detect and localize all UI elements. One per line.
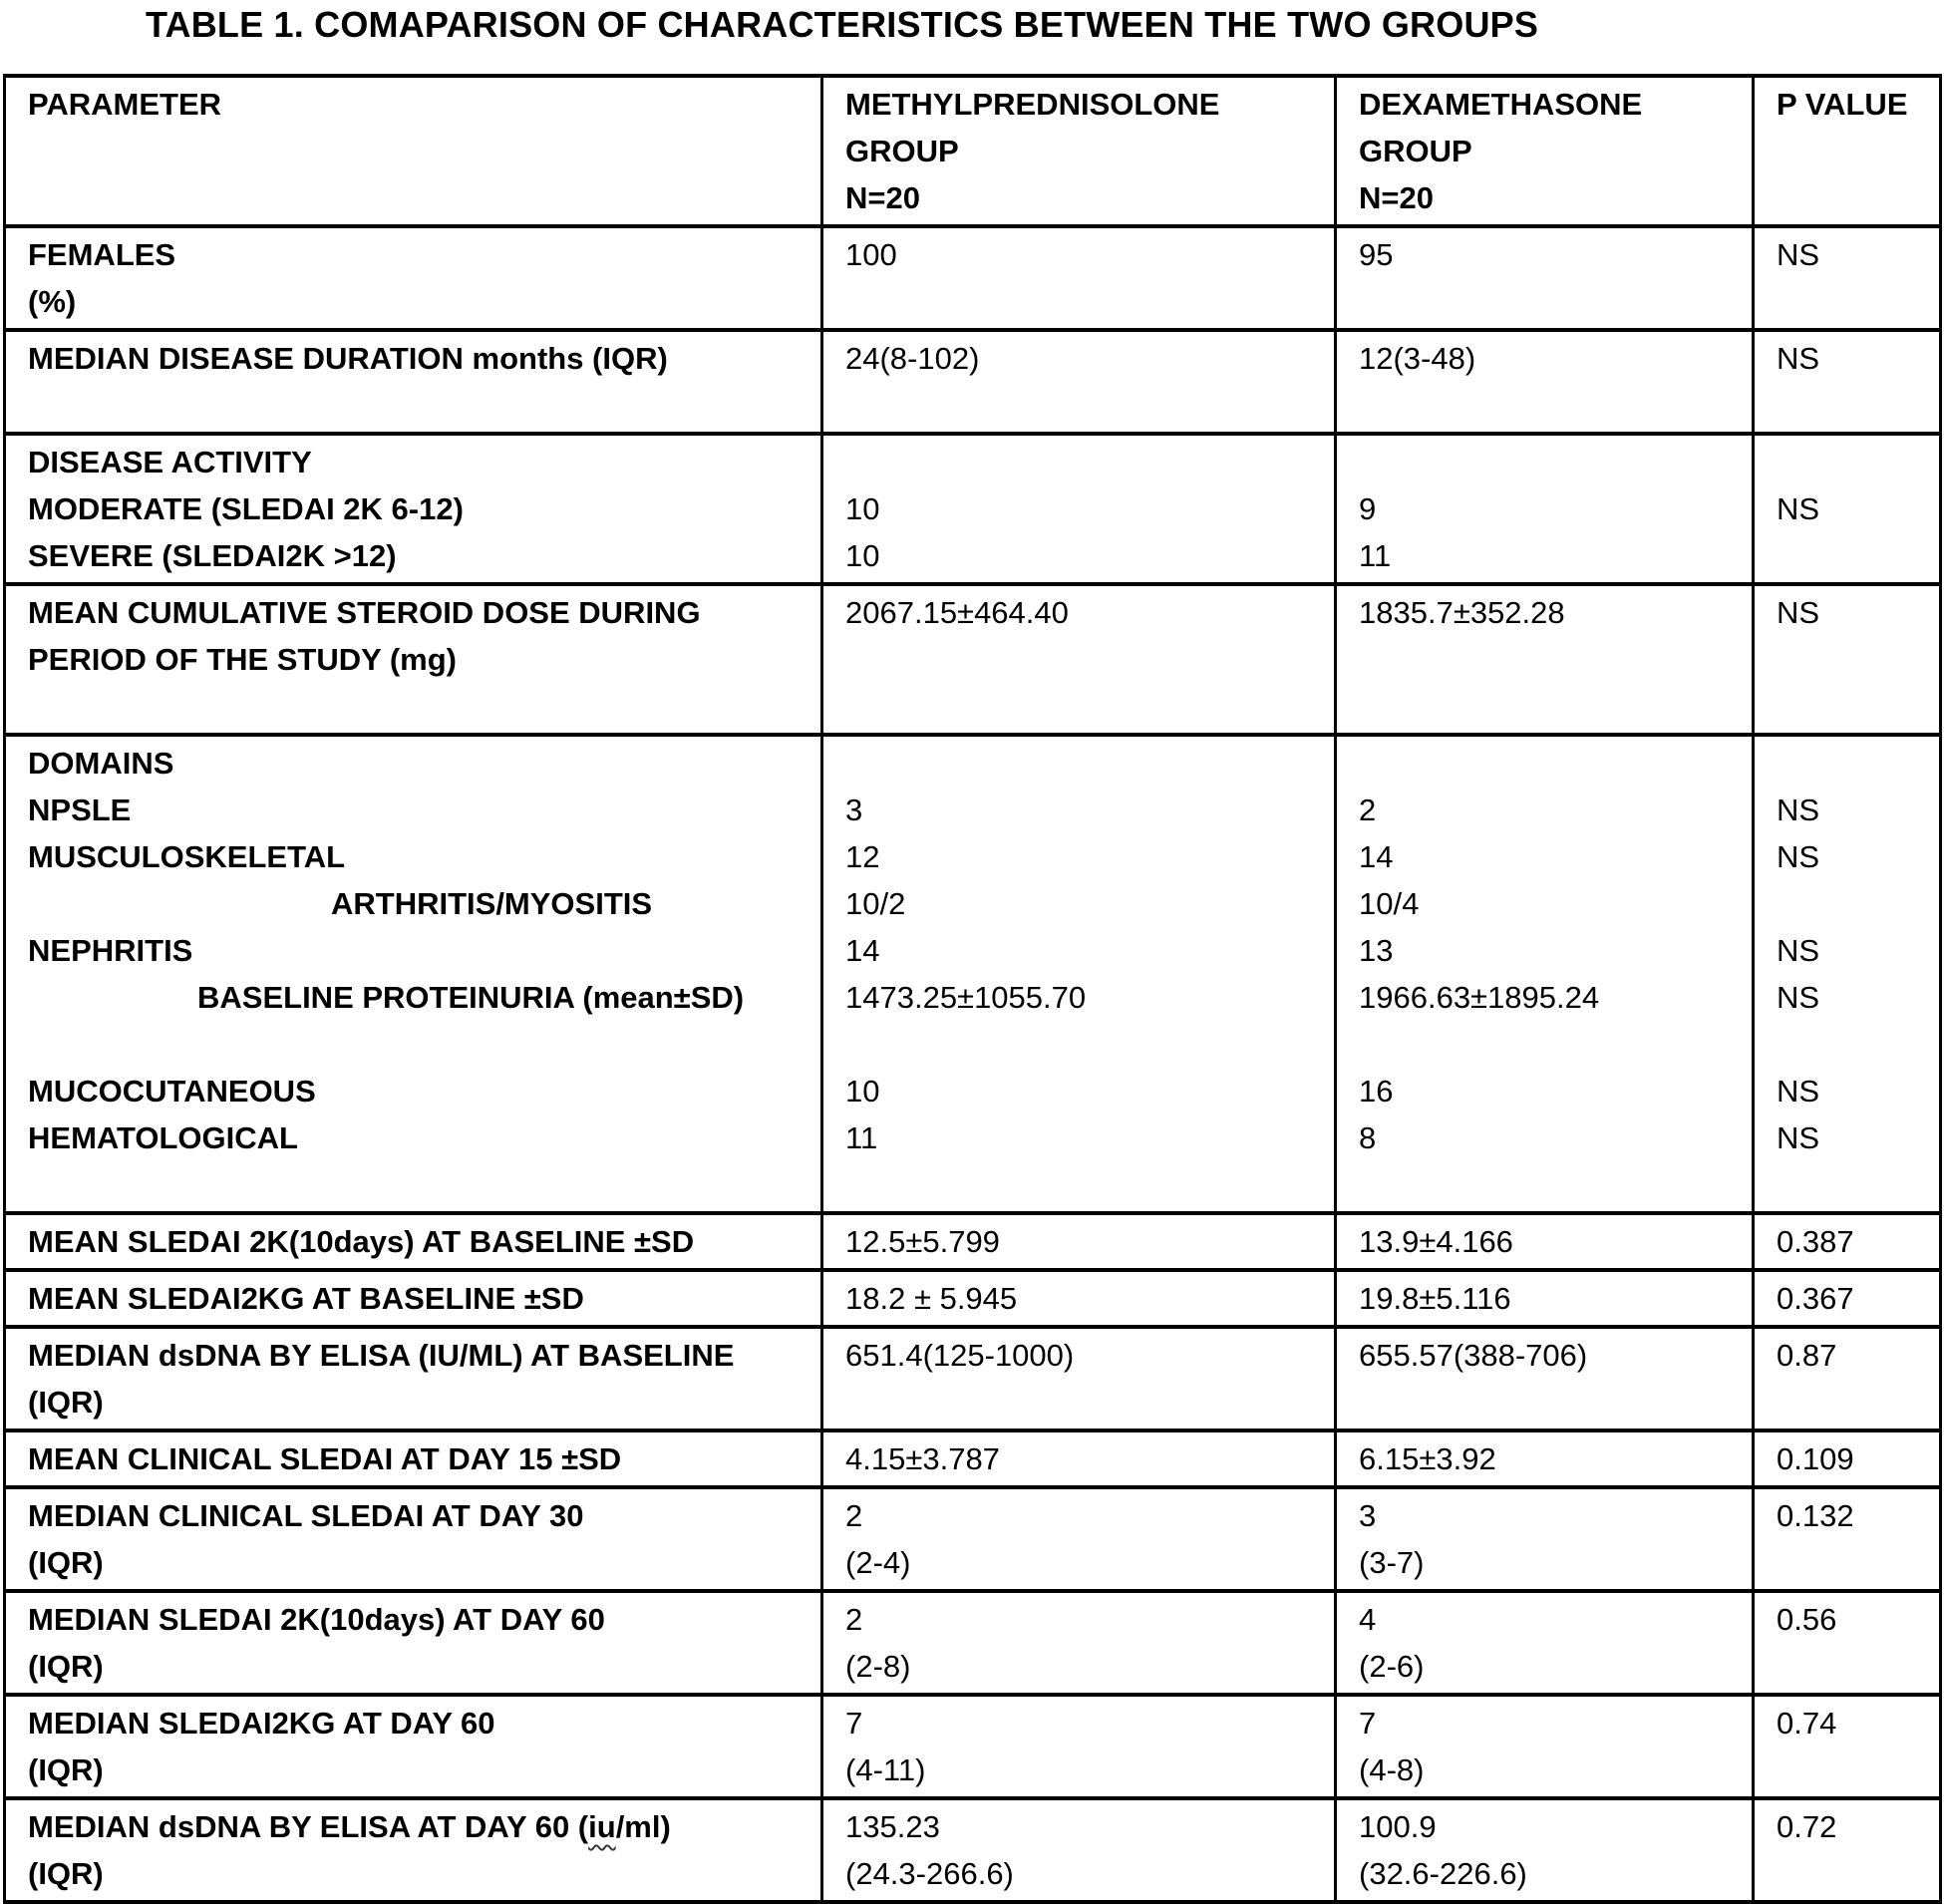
cell-line: (IQR) xyxy=(28,1385,104,1420)
sledai2kg-day60-param-cell xyxy=(5,1695,822,1798)
females-g1-cell xyxy=(822,226,1336,330)
cell-line: 9 xyxy=(1359,491,1377,526)
cell-line: MEDIAN SLEDAI2KG AT DAY 60 xyxy=(28,1706,495,1741)
cell-line: 14 xyxy=(1359,839,1394,874)
cell-blank-line xyxy=(845,1021,1328,1068)
cell-line: N=20 xyxy=(1359,180,1434,215)
cumulative-steroid-dose-g2-cell xyxy=(1336,584,1754,735)
clinical-sledai-day15-p-cell xyxy=(1754,1430,1941,1487)
sledai2kg-day60-g2-cell xyxy=(1336,1695,1754,1798)
cell-line: 0.56 xyxy=(1777,1602,1837,1637)
cell-line: NS xyxy=(1777,237,1820,272)
sledai2kg-day60-p-cell xyxy=(1754,1695,1941,1798)
cell-line: PERIOD OF THE STUDY (mg) xyxy=(28,642,458,677)
cell-line: 1966.63±1895.24 xyxy=(1359,980,1600,1015)
cell-line: GROUP xyxy=(845,134,959,168)
table-row-disease-activity xyxy=(5,434,1941,584)
cell-line: 2067.15±464.40 xyxy=(845,595,1069,630)
cell-blank-line xyxy=(28,683,814,730)
cell-line: 10/4 xyxy=(1359,886,1420,921)
cell-line: HEMATOLOGICAL xyxy=(28,1120,298,1155)
cell-line: MEDIAN DISEASE DURATION months (IQR) xyxy=(28,341,668,376)
cumulative-steroid-dose-g1-cell xyxy=(822,584,1336,735)
cell-line: 12.5±5.799 xyxy=(845,1224,1000,1259)
cell-line: (24.3-266.6) xyxy=(845,1856,1014,1891)
cumulative-steroid-dose-p-cell xyxy=(1754,584,1941,735)
sledai2k-baseline-g1-cell xyxy=(822,1213,1336,1270)
clinical-sledai-day30-p-cell xyxy=(1754,1487,1941,1591)
cell-line: NPSLE xyxy=(28,793,132,827)
cell-line: 1473.25±1055.70 xyxy=(845,980,1087,1015)
cell-line: MEDIAN CLINICAL SLEDAI AT DAY 30 xyxy=(28,1498,584,1533)
cell-line: NS xyxy=(1777,1120,1820,1155)
cell-line: 11 xyxy=(845,1120,878,1155)
clinical-sledai-day30-g1-cell xyxy=(822,1487,1336,1591)
table-row-domains xyxy=(5,735,1941,1213)
cell-line: NS xyxy=(1777,933,1820,968)
cell-line: 100.9 xyxy=(1359,1809,1437,1844)
cell-blank-line xyxy=(1359,1161,1746,1208)
table-header-row xyxy=(5,76,1941,226)
cell-line: DEXAMETHASONE xyxy=(1359,87,1643,122)
disease-activity-g1-cell xyxy=(822,434,1336,584)
domains-g1-cell xyxy=(822,735,1336,1213)
cell-blank-line xyxy=(1777,880,1933,927)
dsdna-baseline-g1-cell xyxy=(822,1327,1336,1430)
cell-blank-line xyxy=(845,740,1328,787)
cell-line: MEDIAN dsDNA BY ELISA AT DAY 60 (iu/ml) xyxy=(28,1809,671,1844)
cell-line: 10 xyxy=(845,1074,880,1109)
cell-line: BASELINE PROTEINURIA (mean±SD) xyxy=(197,980,745,1015)
cell-line: GROUP xyxy=(1359,134,1472,168)
table-row-dsdna-day60 xyxy=(5,1798,1941,1902)
females-param-cell xyxy=(5,226,822,330)
cumulative-steroid-dose-param-cell xyxy=(5,584,822,735)
sledai2k-day60-p-cell xyxy=(1754,1591,1941,1695)
cell-blank-line xyxy=(1777,439,1933,485)
cell-line: 13 xyxy=(1359,933,1394,968)
table-row-females xyxy=(5,226,1941,330)
cell-line: 10/2 xyxy=(845,886,906,921)
cell-line: (IQR) xyxy=(28,1856,104,1891)
dsdna-day60-g2-cell xyxy=(1336,1798,1754,1902)
cell-blank-line xyxy=(1777,1161,1933,1208)
cell-line: 0.72 xyxy=(1777,1809,1837,1844)
cell-line: 7 xyxy=(1359,1706,1377,1741)
cell-line: MEAN SLEDAI2KG AT BASELINE ±SD xyxy=(28,1281,584,1316)
cell-line: METHYLPREDNISOLONE xyxy=(845,87,1220,122)
cell-line: MUSCULOSKELETAL xyxy=(28,839,346,874)
sledai2k-baseline-g2-cell xyxy=(1336,1213,1754,1270)
header-param-header xyxy=(5,76,822,226)
clinical-sledai-day30-g2-cell xyxy=(1336,1487,1754,1591)
table-row-clinical-sledai-day15 xyxy=(5,1430,1941,1487)
cell-line: 10 xyxy=(845,538,880,573)
clinical-sledai-day15-param-cell xyxy=(5,1430,822,1487)
header-p-header xyxy=(1754,76,1941,226)
cell-line: 0.367 xyxy=(1777,1281,1854,1316)
cell-line: (2-8) xyxy=(845,1649,911,1684)
cell-line: 2 xyxy=(1359,793,1377,827)
cell-line: 13.9±4.166 xyxy=(1359,1224,1513,1259)
clinical-sledai-day30-param-cell xyxy=(5,1487,822,1591)
females-g2-cell xyxy=(1336,226,1754,330)
cell-line: (2-4) xyxy=(845,1545,911,1580)
cell-line: 14 xyxy=(845,933,880,968)
cell-line: MEAN SLEDAI 2K(10days) AT BASELINE ±SD xyxy=(28,1224,695,1259)
cell-line: P VALUE xyxy=(1777,87,1908,122)
cell-blank-line xyxy=(845,439,1328,485)
cell-line: MEAN CUMULATIVE STEROID DOSE DURING xyxy=(28,595,701,630)
cell-line: MODERATE (SLEDAI 2K 6-12) xyxy=(28,491,464,526)
cell-blank-line xyxy=(1777,740,1933,787)
cell-line: NS xyxy=(1777,595,1820,630)
cell-line: MEAN CLINICAL SLEDAI AT DAY 15 ±SD xyxy=(28,1441,622,1476)
cell-line: 10 xyxy=(845,491,880,526)
cell-line: NS xyxy=(1777,341,1820,376)
cell-line: 100 xyxy=(845,237,897,272)
header-g2-header xyxy=(1336,76,1754,226)
cell-line: 12(3-48) xyxy=(1359,341,1476,376)
cell-line: (%) xyxy=(28,284,77,319)
cell-line: 16 xyxy=(1359,1074,1394,1109)
cell-line: (IQR) xyxy=(28,1545,104,1580)
table-head xyxy=(5,76,1941,226)
cell-line: MEDIAN SLEDAI 2K(10days) AT DAY 60 xyxy=(28,1602,605,1637)
cell-line: 0.109 xyxy=(1777,1441,1854,1476)
cell-line: 4.15±3.787 xyxy=(845,1441,1000,1476)
cell-blank-line xyxy=(1777,1021,1933,1068)
cell-line: 2 xyxy=(845,1498,863,1533)
cell-line: 651.4(125-1000) xyxy=(845,1338,1075,1373)
cell-line: 24(8-102) xyxy=(845,341,980,376)
cell-line: (4-11) xyxy=(845,1752,926,1787)
table-row-clinical-sledai-day30 xyxy=(5,1487,1941,1591)
sledai2kg-baseline-param-cell xyxy=(5,1270,822,1327)
cell-line: NS xyxy=(1777,491,1820,526)
table-body xyxy=(5,226,1941,1902)
cell-line: (4-8) xyxy=(1359,1752,1425,1787)
dsdna-baseline-param-cell xyxy=(5,1327,822,1430)
characteristics-comparison-table xyxy=(3,74,1942,1904)
sledai2kg-baseline-g1-cell xyxy=(822,1270,1336,1327)
cell-blank-line xyxy=(28,382,814,429)
table-row-sledai2k-baseline xyxy=(5,1213,1941,1270)
cell-line: ARTHRITIS/MYOSITIS xyxy=(331,886,653,921)
domains-param-cell xyxy=(5,735,822,1213)
sledai2kg-day60-g1-cell xyxy=(822,1695,1336,1798)
table-title: TABLE 1. COMAPARISON OF CHARACTERISTICS BETWEEN THE TWO GROUPS xyxy=(146,4,1539,45)
cell-blank-line xyxy=(845,1161,1328,1208)
disease-activity-g2-cell xyxy=(1336,434,1754,584)
disease-duration-g2-cell xyxy=(1336,330,1754,434)
disease-activity-p-cell xyxy=(1754,434,1941,584)
sledai2k-baseline-param-cell xyxy=(5,1213,822,1270)
table-row-dsdna-baseline xyxy=(5,1327,1941,1430)
disease-duration-p-cell xyxy=(1754,330,1941,434)
cell-line: DOMAINS xyxy=(28,746,174,781)
cell-line: NS xyxy=(1777,980,1820,1015)
page xyxy=(0,4,1944,1891)
clinical-sledai-day15-g1-cell xyxy=(822,1430,1336,1487)
cell-line: PARAMETER xyxy=(28,87,222,122)
spellcheck-wavy-underline: iu xyxy=(588,1809,616,1844)
cell-line: 3 xyxy=(1359,1498,1377,1533)
cell-line: 95 xyxy=(1359,237,1394,272)
females-p-cell xyxy=(1754,226,1941,330)
dsdna-baseline-g2-cell xyxy=(1336,1327,1754,1430)
domains-p-cell xyxy=(1754,735,1941,1213)
sledai2k-baseline-p-cell xyxy=(1754,1213,1941,1270)
disease-activity-param-cell xyxy=(5,434,822,584)
cell-line: 18.2 ± 5.945 xyxy=(845,1281,1018,1316)
cell-line: (2-6) xyxy=(1359,1649,1425,1684)
cell-line: 4 xyxy=(1359,1602,1377,1637)
dsdna-day60-param-cell xyxy=(5,1798,822,1902)
cell-line: 135.23 xyxy=(845,1809,940,1844)
cell-line: NS xyxy=(1777,793,1820,827)
cell-line: 19.8±5.116 xyxy=(1359,1281,1511,1316)
cell-line: 655.57(388-706) xyxy=(1359,1338,1588,1373)
table-row-sledai2k-day60 xyxy=(5,1591,1941,1695)
disease-duration-param-cell xyxy=(5,330,822,434)
cell-line: MEDIAN dsDNA BY ELISA (IU/ML) AT BASELINE xyxy=(28,1338,735,1373)
cell-line: SEVERE (SLEDAI2K >12) xyxy=(28,538,397,573)
cell-line: NS xyxy=(1777,1074,1820,1109)
table-row-cumulative-steroid-dose xyxy=(5,584,1941,735)
cell-line: 1835.7±352.28 xyxy=(1359,595,1565,630)
domains-g2-cell xyxy=(1336,735,1754,1213)
cell-blank-line xyxy=(28,1161,814,1208)
cell-line: 12 xyxy=(845,839,880,874)
cell-line: NS xyxy=(1777,839,1820,874)
sledai2k-day60-g1-cell xyxy=(822,1591,1336,1695)
cell-blank-line xyxy=(1359,439,1746,485)
dsdna-day60-g1-cell xyxy=(822,1798,1336,1902)
cell-line: 2 xyxy=(845,1602,863,1637)
cell-blank-line xyxy=(1777,532,1933,579)
sledai2k-day60-g2-cell xyxy=(1336,1591,1754,1695)
cell-line: FEMALES xyxy=(28,237,176,272)
header-g1-header xyxy=(822,76,1336,226)
cell-line: 3 xyxy=(845,793,863,827)
cell-blank-line xyxy=(1359,1021,1746,1068)
cell-line: DISEASE ACTIVITY xyxy=(28,445,312,479)
cell-line: 6.15±3.92 xyxy=(1359,1441,1496,1476)
cell-line: (IQR) xyxy=(28,1752,104,1787)
cell-line: 7 xyxy=(845,1706,863,1741)
cell-line: 8 xyxy=(1359,1120,1377,1155)
cell-line: 0.132 xyxy=(1777,1498,1854,1533)
cell-line: NEPHRITIS xyxy=(28,933,193,968)
sledai2k-day60-param-cell xyxy=(5,1591,822,1695)
dsdna-baseline-p-cell xyxy=(1754,1327,1941,1430)
cell-line: MUCOCUTANEOUS xyxy=(28,1074,316,1109)
cell-blank-line xyxy=(1359,740,1746,787)
cell-line: 0.387 xyxy=(1777,1224,1854,1259)
cell-line: 0.74 xyxy=(1777,1706,1837,1741)
sledai2kg-baseline-p-cell xyxy=(1754,1270,1941,1327)
cell-line: (IQR) xyxy=(28,1649,104,1684)
sledai2kg-baseline-g2-cell xyxy=(1336,1270,1754,1327)
cell-line: (3-7) xyxy=(1359,1545,1425,1580)
clinical-sledai-day15-g2-cell xyxy=(1336,1430,1754,1487)
table-row-sledai2kg-day60 xyxy=(5,1695,1941,1798)
cell-blank-line xyxy=(28,1021,814,1068)
table-row-sledai2kg-baseline xyxy=(5,1270,1941,1327)
cell-line: 11 xyxy=(1359,538,1392,573)
dsdna-day60-p-cell xyxy=(1754,1798,1941,1902)
cell-line: 0.87 xyxy=(1777,1338,1837,1373)
cell-line: N=20 xyxy=(845,180,920,215)
table-row-disease-duration xyxy=(5,330,1941,434)
cell-line: (32.6-226.6) xyxy=(1359,1856,1527,1891)
disease-duration-g1-cell xyxy=(822,330,1336,434)
